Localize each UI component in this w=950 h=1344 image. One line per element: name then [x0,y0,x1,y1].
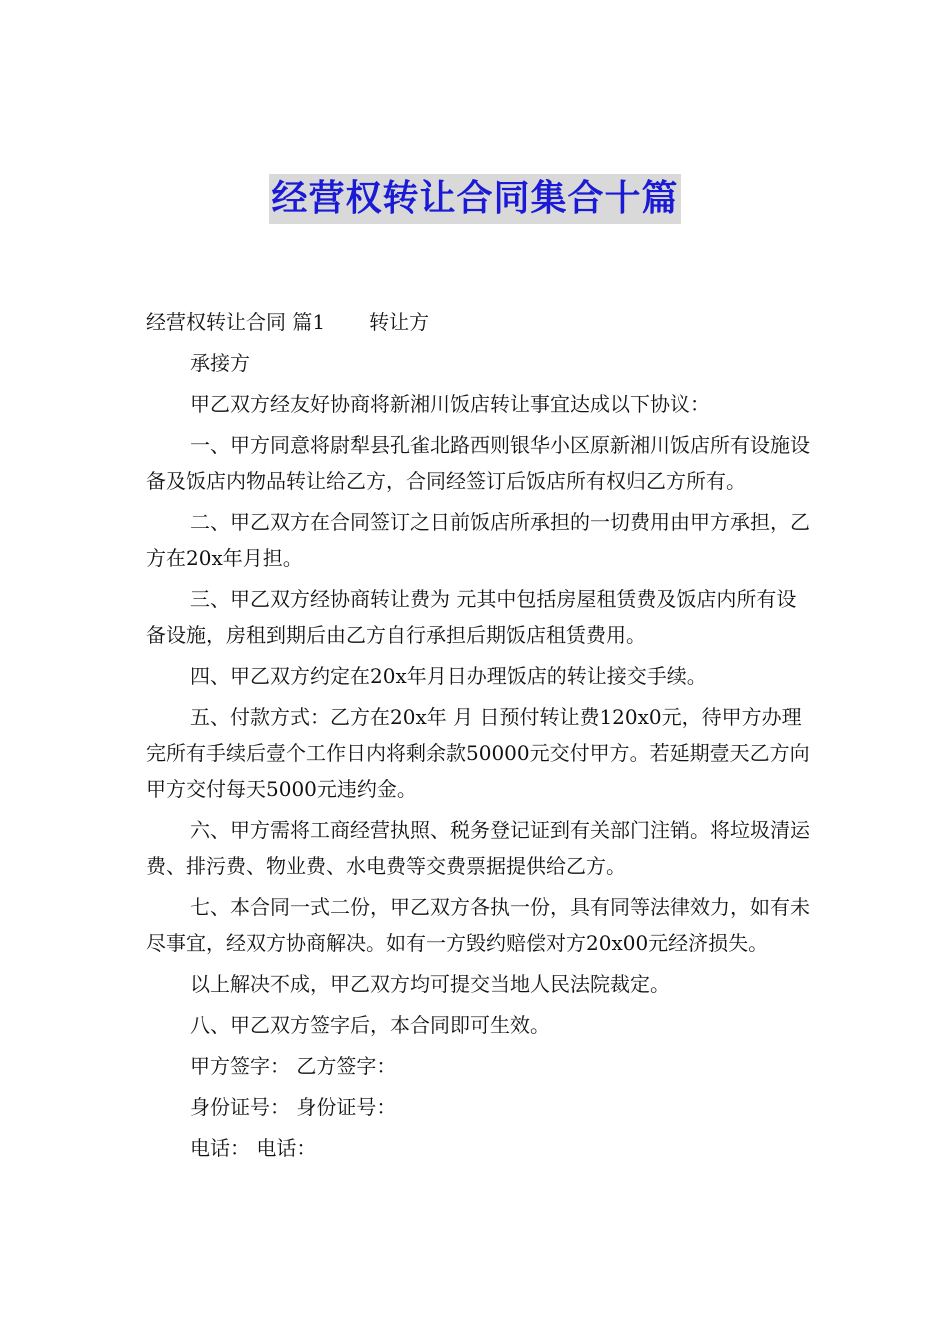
paragraph: 六、甲方需将工商经营执照、税务登记证到有关部门注销。将垃圾清运费、排污费、物业费、水电费等交费票据提供给乙方。 [146,818,810,878]
signature-line: 甲方签字： 乙方签字： [190,1054,397,1078]
paragraph: 八、甲乙双方签字后，本合同即可生效。 [190,1013,550,1037]
paragraph: 七、本合同一式二份，甲乙双方各执一份，具有同等法律效力，如有未尽事宜，经双方协商解决。如有一方毁约赔偿对方20x00元经济损失。 [146,895,810,955]
section-heading-line [146,304,810,340]
document-title: 经营权转让合同集合十篇 [269,174,680,224]
paragraph: 二、甲乙双方在合同签订之日前饭店所承担的一切费用由甲方承担，乙方在20x年月担。 [146,510,810,570]
document-body [146,304,810,1166]
paragraph: 以上解决不成，甲乙双方均可提交当地人民法院裁定。 [190,972,670,996]
paragraph: 承接方 [190,351,250,375]
title-wrap [0,174,950,224]
paragraph: 四、甲乙双方约定在20x年月日办理饭店的转让接交手续。 [190,664,707,688]
paragraph: 一、甲方同意将尉犁县孔雀北路西则银华小区原新湘川饭店所有设施设备及饭店内物品转让给乙方，合同经签订后饭店所有权归乙方所有。 [146,433,810,493]
section-heading: 经营权转让合同 篇1 [146,310,326,334]
phone-line: 电话： 电话： [190,1136,317,1160]
transferor-label: 转让方 [369,310,430,334]
paragraph: 三、甲乙双方经协商转让费为 元其中包括房屋租赁费及饭店内所有设备设施，房租到期后由乙方自行承担后期饭店租赁费用。 [146,587,797,647]
id-number-line: 身份证号： 身份证号： [190,1095,397,1119]
paragraph: 五、付款方式：乙方在20x年 月 日预付转让费120x0元，待甲方办理完所有手续后壹个工作日内将剩余款50000元交付甲方。若延期壹天乙方向甲方交付每天5000元违约金。 [146,705,810,801]
paragraph: 甲乙双方经友好协商将新湘川饭店转让事宜达成以下协议： [190,392,710,416]
